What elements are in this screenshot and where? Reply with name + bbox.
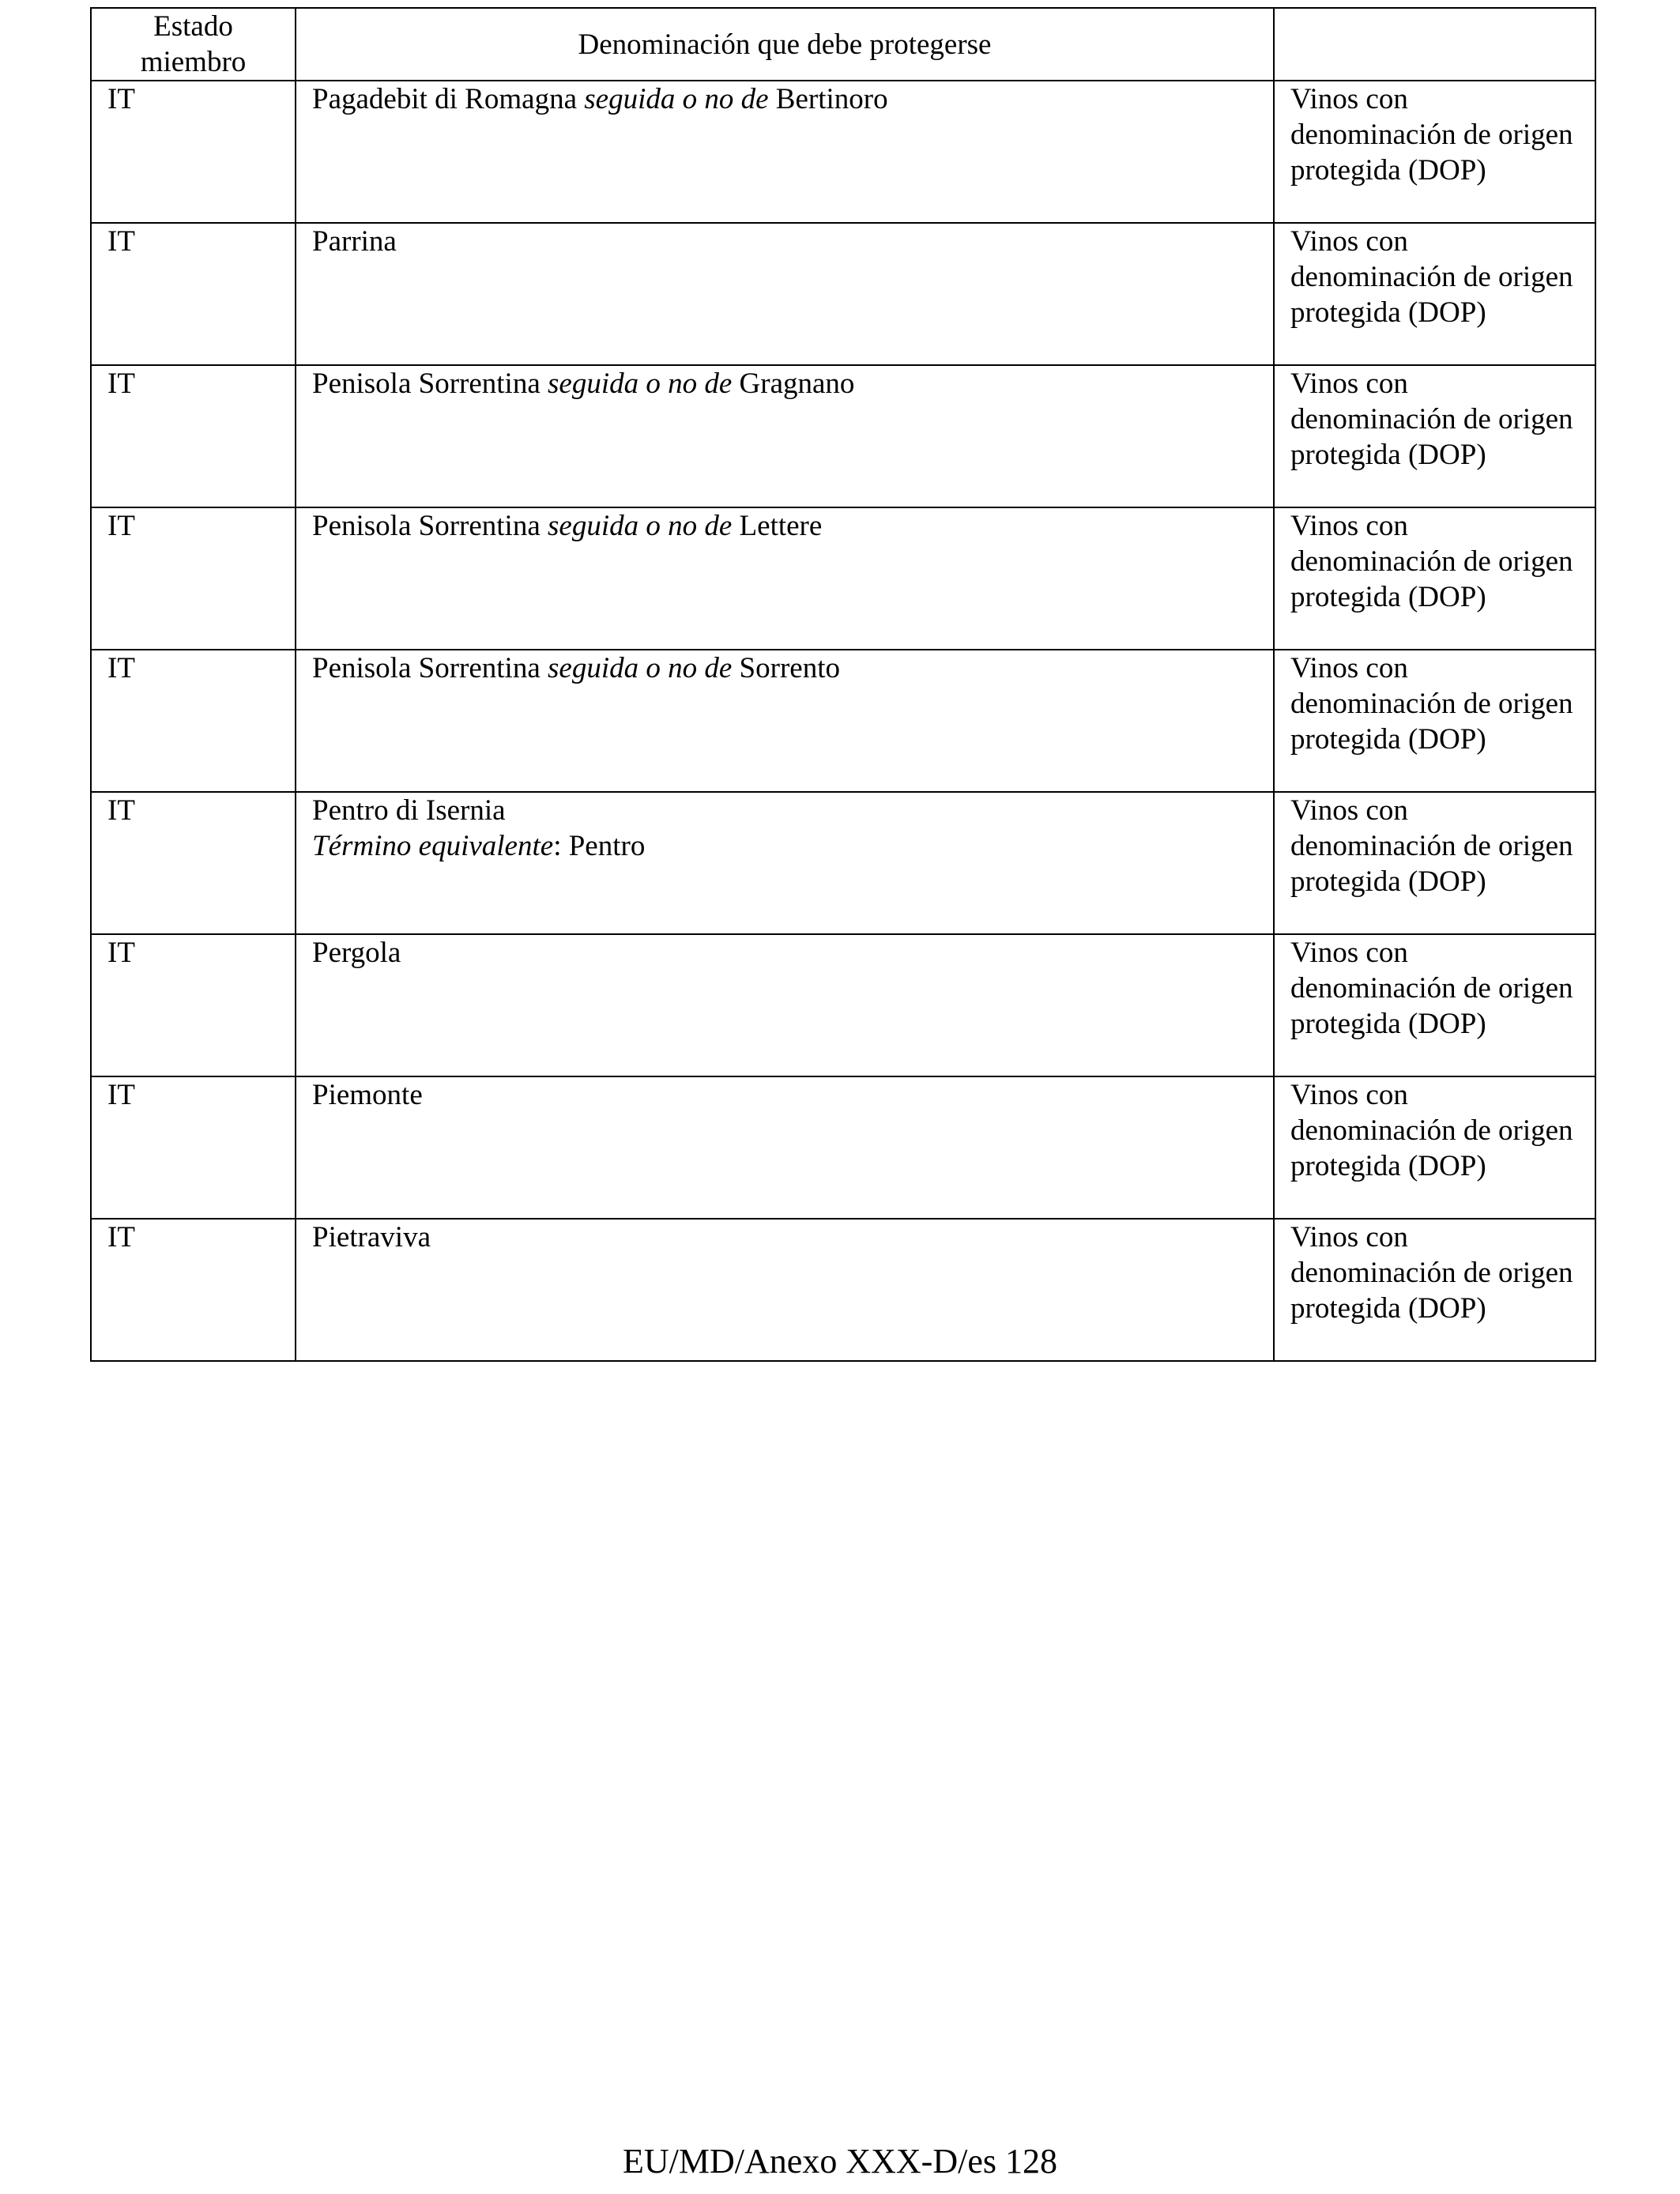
- equivalent-term-value: : Pentro: [553, 830, 646, 862]
- cell-member-state: IT: [91, 507, 296, 650]
- header-member-state: Estado miembro: [91, 8, 296, 81]
- name-part-post: Sorrento: [732, 652, 840, 684]
- name-part-post: Bertinoro: [768, 83, 888, 115]
- cell-protected-name: [296, 81, 1274, 223]
- table-header-row: [91, 8, 1595, 81]
- table-row: [91, 81, 1595, 223]
- name-part-pre: Penisola Sorrentina: [312, 652, 548, 684]
- cell-protected-name: [296, 934, 1274, 1076]
- cell-member-state: IT: [91, 81, 296, 223]
- cell-category: Vinos con denominación de origen protegida (DOP): [1274, 507, 1595, 650]
- protected-name-text: [312, 935, 1257, 971]
- cell-member-state: IT: [91, 1219, 296, 1361]
- protected-names-table: [90, 7, 1596, 1362]
- name-part-pre: Pergola: [312, 937, 401, 969]
- cell-protected-name: [296, 1076, 1274, 1219]
- table-row: [91, 1076, 1595, 1219]
- protected-name-text: [312, 1077, 1257, 1113]
- protected-name-text: [312, 793, 1257, 828]
- cell-member-state: IT: [91, 650, 296, 792]
- equivalent-term-label: Término equivalente: [312, 830, 554, 862]
- cell-member-state: IT: [91, 792, 296, 934]
- cell-member-state: IT: [91, 223, 296, 365]
- cell-protected-name: [296, 650, 1274, 792]
- name-part-italic: seguida o no de: [548, 368, 733, 400]
- name-part-italic: seguida o no de: [548, 510, 733, 542]
- protected-name-text: [312, 1220, 1257, 1255]
- cell-category: Vinos con denominación de origen protegida (DOP): [1274, 1076, 1595, 1219]
- protected-name-text: [312, 366, 1257, 401]
- cell-protected-name: [296, 792, 1274, 934]
- cell-protected-name: [296, 1219, 1274, 1361]
- cell-member-state: IT: [91, 365, 296, 507]
- protected-name-text: [312, 508, 1257, 544]
- header-category: [1274, 8, 1595, 81]
- table-row: [91, 365, 1595, 507]
- name-part-pre: Piemonte: [312, 1079, 423, 1111]
- table-row: [91, 1219, 1595, 1361]
- cell-category: Vinos con denominación de origen protegida (DOP): [1274, 934, 1595, 1076]
- cell-protected-name: [296, 365, 1274, 507]
- name-part-pre: Pietraviva: [312, 1221, 431, 1253]
- name-part-italic: seguida o no de: [584, 83, 769, 115]
- table-body: [91, 81, 1595, 1361]
- cell-category: Vinos con denominación de origen protegida (DOP): [1274, 1219, 1595, 1361]
- header-name-to-protect: Denominación que debe protegerse: [296, 8, 1274, 81]
- table-row: [91, 792, 1595, 934]
- page-footer-reference: EU/MD/Anexo XXX-D/es 128: [623, 2142, 1057, 2181]
- table-row: [91, 650, 1595, 792]
- name-part-pre: Parrina: [312, 225, 397, 258]
- cell-category: Vinos con denominación de origen protegida (DOP): [1274, 223, 1595, 365]
- name-part-pre: Penisola Sorrentina: [312, 510, 548, 542]
- name-part-pre: Pentro di Isernia: [312, 794, 506, 827]
- cell-category: Vinos con denominación de origen protegida (DOP): [1274, 650, 1595, 792]
- protected-name-text: [312, 81, 1257, 117]
- cell-protected-name: [296, 223, 1274, 365]
- name-part-pre: Penisola Sorrentina: [312, 368, 548, 400]
- table-row: [91, 507, 1595, 650]
- table-row: [91, 223, 1595, 365]
- cell-member-state: IT: [91, 1076, 296, 1219]
- cell-protected-name: [296, 507, 1274, 650]
- cell-category: Vinos con denominación de origen protegida (DOP): [1274, 81, 1595, 223]
- table-row: [91, 934, 1595, 1076]
- name-part-italic: seguida o no de: [548, 652, 733, 684]
- equivalent-term: [312, 828, 1257, 864]
- name-part-pre: Pagadebit di Romagna: [312, 83, 585, 115]
- name-part-post: Lettere: [732, 510, 823, 542]
- cell-category: Vinos con denominación de origen protegida (DOP): [1274, 365, 1595, 507]
- cell-member-state: IT: [91, 934, 296, 1076]
- protected-name-text: [312, 224, 1257, 259]
- cell-category: Vinos con denominación de origen protegida (DOP): [1274, 792, 1595, 934]
- name-part-post: Gragnano: [732, 368, 855, 400]
- protected-name-text: [312, 650, 1257, 686]
